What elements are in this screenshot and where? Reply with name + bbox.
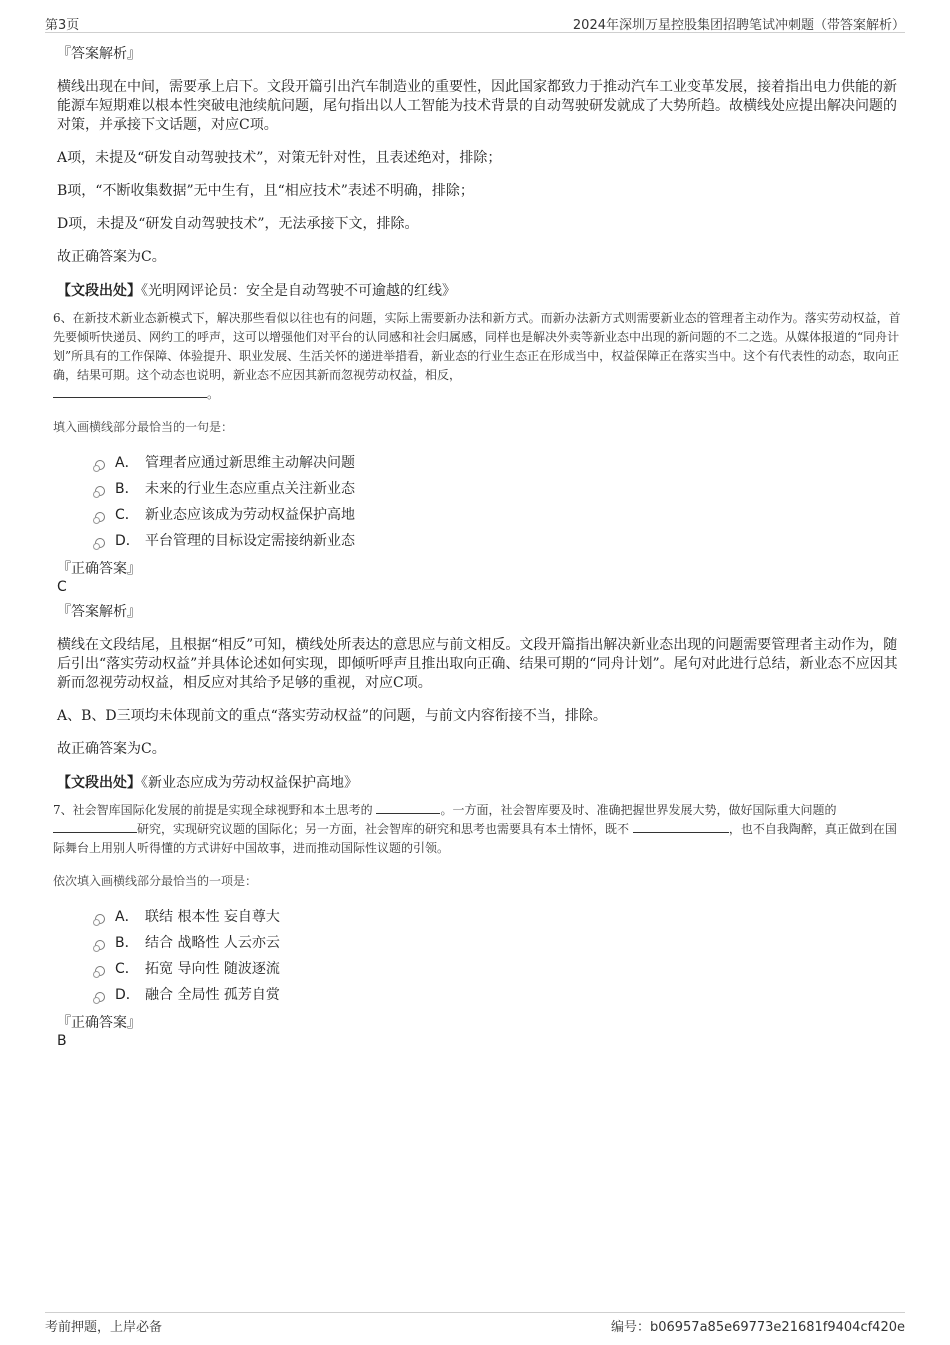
q5-analysis-option-b: B项，“不断收集数据”无中生有，且“相应技术”表述不明确，排除； <box>57 183 474 199</box>
q5-source <box>57 281 905 301</box>
q6-option-a[interactable]: A． 管理者应通过新思维主动解决问题 <box>95 450 905 476</box>
q6-option-b[interactable]: B． 未来的行业生态应重点关注新业态 <box>95 476 905 502</box>
q7-blank-1 <box>376 801 440 814</box>
q7-correct-value: B <box>57 1033 67 1049</box>
page-content <box>53 44 905 1056</box>
q7-option-c[interactable]: C． 拓宽 导向性 随波逐流 <box>95 956 905 982</box>
q6-option-c[interactable]: C． 新业态应该成为劳动权益保护高地 <box>95 502 905 528</box>
q7-option-b[interactable]: B． 结合 战略性 人云亦云 <box>95 930 905 956</box>
radio-icon[interactable] <box>95 914 105 924</box>
document-title: 2024年深圳万星控股集团招聘笔试冲刺题（带答案解析） <box>572 18 905 33</box>
q7-blank-3 <box>633 820 729 833</box>
document-code: 编号：b06957a85e69773e21681f9404cf420e <box>610 1320 905 1335</box>
q5-source-text: 《光明网评论员：安全是自动驾驶不可逾越的红线》 <box>141 283 456 299</box>
q7-question-text: 7、社会智库国际化发展的前提是实现全球视野和本土思考的 。一方面，社会智库要及时、准确把握世界发展大势，做好国际重大问题的 研究，实现研究议题的国际化；另一方面，社会智库的研究和思考也需要具有本土情怀，既不 ，也不自我陶醉，真正做到在国际舞台上用别人听得懂的方式讲好中国故事，进而推动国际性议题的引领。 <box>53 803 897 855</box>
q6-analysis-options: A、B、D三项均未体现前文的重点“落实劳动权益”的问题，与前文内容衔接不当，排除。 <box>57 708 607 724</box>
q6-source-text: 《新业态应成为劳动权益保护高地》 <box>141 775 358 791</box>
q7-correct-label: 『正确答案』 <box>57 1015 141 1031</box>
q7-option-d[interactable]: D． 融合 全局性 孤芳自赏 <box>95 982 905 1008</box>
radio-icon[interactable] <box>95 966 105 976</box>
q6-source <box>57 773 905 793</box>
q5-analysis-option-a: A项，未提及“研发自动驾驶技术”，对策无针对性，且表述绝对，排除； <box>57 150 502 166</box>
q5-conclusion: 故正确答案为C。 <box>57 249 166 265</box>
q7-option-a[interactable]: A． 联结 根本性 妄自尊大 <box>95 904 905 930</box>
q6-question-body: 6、在新技术新业态新模式下，解决那些看似以往也有的问题，实际上需要新办法和新方式。而新办法新方式则需要新业态的管理者主动作为。落实劳动权益，首先要倾听快递员、网约工的呼声，这可以增强他们对平台的认同感和社会归属感，同样也是解决外卖等新业态中出现的新问题的不二之选。从媒体报道的“同舟计划”所具有的工作保障、体验提升、职业发展、生活关怀的递进举措看，新业态的行业生态正在形成当中，权益保障正在落实当中。这个有代表性的动态，取向正确，结果可期。这个动态也说明，新业态不应因其新而忽视劳动权益，相反， <box>53 311 901 382</box>
q5-analysis-option-d: D项，未提及“研发自动驾驶技术”，无法承接下文，排除。 <box>57 216 419 232</box>
q5-analysis-label: 『答案解析』 <box>57 46 141 62</box>
q6-analysis-label: 『答案解析』 <box>57 604 141 620</box>
q7-prompt: 依次填入画横线部分最恰当的一项是： <box>53 874 258 888</box>
q6-source-label: 【文段出处】 <box>57 775 141 791</box>
radio-icon[interactable] <box>95 486 105 496</box>
q6-correct-value: C <box>57 579 67 595</box>
q6-analysis-paragraph: 横线在文段结尾，且根据“相反”可知，横线处所表达的意思应与前文相反。文段开篇指出解决新业态出现的问题需要管理者主动作为，随后引出“落实劳动权益”并具体论述如何实现，即倾听呼声且推出取向正确、结果可期的“同舟计划”。尾句对此进行总结，新业态不应因其新而忽视劳动权益，相反应对其给予足够的重视，对应C项。 <box>57 637 898 691</box>
q7-options <box>95 904 905 1008</box>
q6-correct-label: 『正确答案』 <box>57 561 141 577</box>
q6-options <box>95 450 905 554</box>
radio-icon[interactable] <box>95 512 105 522</box>
q6-blank <box>53 385 207 398</box>
page-number: 第3页 <box>45 18 80 33</box>
q6-option-d[interactable]: D． 平台管理的目标设定需接纳新业态 <box>95 528 905 554</box>
q7-blank-2 <box>53 820 137 833</box>
radio-icon[interactable] <box>95 940 105 950</box>
q6-conclusion: 故正确答案为C。 <box>57 741 166 757</box>
radio-icon[interactable] <box>95 460 105 470</box>
footer-slogan: 考前押题，上岸必备 <box>45 1320 163 1335</box>
q5-analysis-paragraph: 横线出现在中间，需要承上启下。文段开篇引出汽车制造业的重要性，因此国家都致力于推动汽车工业变革发展，接着指出电力供能的新能源车短期难以根本性突破电池续航问题，尾句指出以人工智能为技术背景的自动驾驶研发就成了大势所趋。故横线处应提出解决问题的对策，并承接下文话题，对应C项。 <box>57 79 897 133</box>
q6-prompt: 填入画横线部分最恰当的一句是： <box>53 420 234 434</box>
page-header <box>45 12 905 33</box>
page-footer <box>45 1312 905 1335</box>
q6-question-text <box>53 309 905 404</box>
q6-question-end: 。 <box>207 387 220 401</box>
radio-icon[interactable] <box>95 538 105 548</box>
q5-source-label: 【文段出处】 <box>57 283 141 299</box>
radio-icon[interactable] <box>95 992 105 1002</box>
